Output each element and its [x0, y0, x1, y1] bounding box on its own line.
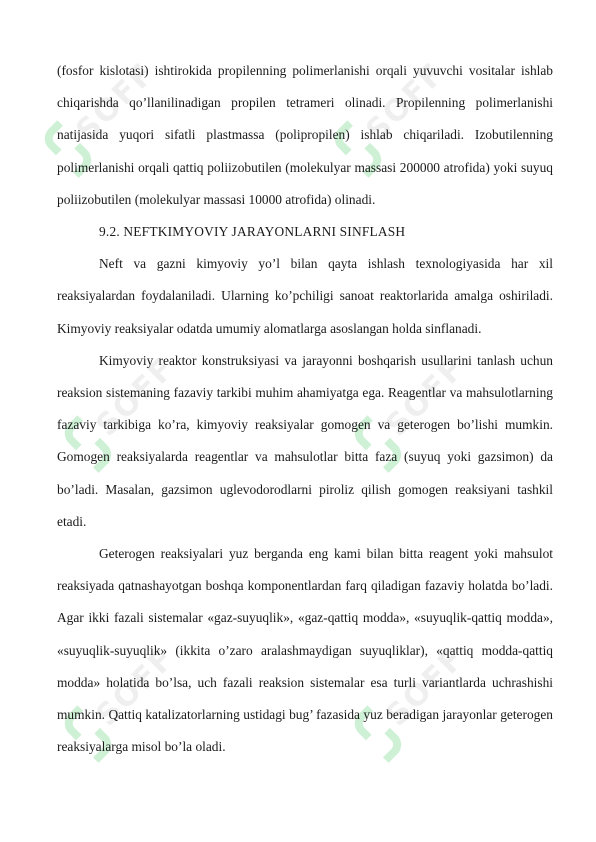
- watermark-logo: SOFF: [329, 48, 459, 178]
- paragraph: (fosfor kislotasi) ishtirokida propilenning polimerlanishi orqali yuvuvchi vositalar ishlab chiqarishda qo’llanilinadigan propilen tetrameri olinadi. Propilenning polimerlanishi natijasida yuqori sifatli plastmassa (polipropilen) ishlab chiqariladi. Izobutilenning polimerlanishi orqali qattiq poliizobutilen (molekulyar massasi 200000 atrofida) yoki suyuq poliizobutilen (molekulyar massasi 10000 atrofida) olinadi.: [57, 63, 553, 207]
- section-heading: 9.2. NEFTKIMYOVIY JARAYONLARNI SINFLASH: [99, 224, 406, 240]
- watermark-logo: SOFF: [59, 633, 189, 763]
- watermark-logo: SOFF: [349, 633, 479, 763]
- watermark-logo: SOFF: [59, 343, 189, 473]
- watermark-logo: SOFF: [349, 343, 479, 473]
- paragraph: Kimyoviy reaktor konstruksiyasi va jarayonni boshqarish usullarini tanlash uchun reaksion sistemaning fazaviy tarkibi muhim ahamiyatga ega. Reagentlar va mahsulotlarning fazaviy tarkibiga ko’ra, kimyoviy reaksiyalar gomogen va geterogen bo’lishi mumkin. Gomogen reaksiyalarda reagentlar va mahsulotlar bitta faza (suyuq yoki gazsimon) da bo’ladi. Masalan, gazsimon uglevodorodlarni piroliz qilish gomogen reaksiyani tashkil etadi.: [57, 352, 553, 529]
- watermark-logo: SOFF: [39, 48, 169, 178]
- body-text: [57, 55, 553, 763]
- paragraph: Neft va gazni kimyoviy yo’l bilan qayta ishlash texnologiyasida har xil reaksiyalardan foydalaniladi. Ularning ko’pchiligi sanoat reaktorlarida amalga oshiriladi. Kimyoviy reaksiyalar odatda umumiy alomatlarga asoslangan holda sinflanadi.: [57, 256, 553, 336]
- paragraph: Geterogen reaksiyalari yuz berganda eng kami bilan bitta reagent yoki mahsulot reaksiyada qatnashayotgan boshqa komponentlardan farq qiladigan fazaviy holatda bo’ladi. Agar ikki fazali sistemalar «gaz-suyuqlik», «gaz-qattiq modda», «suyuqlik-qattiq modda», «suyuqlik-suyuqlik» (ikkita o’zaro aralashmaydigan suyuqliklar), «qattiq modda-qattiq modda» holatida bo’lsa, uch fazali reaksion sistemalar esa turli variantlarda uchrashishi mumkin. Qattiq katalizatorlarning ustidagi bug’ fazasida yuz beradigan jarayonlar geterogen reaksiyalarga misol bo’la oladi.: [57, 546, 553, 755]
